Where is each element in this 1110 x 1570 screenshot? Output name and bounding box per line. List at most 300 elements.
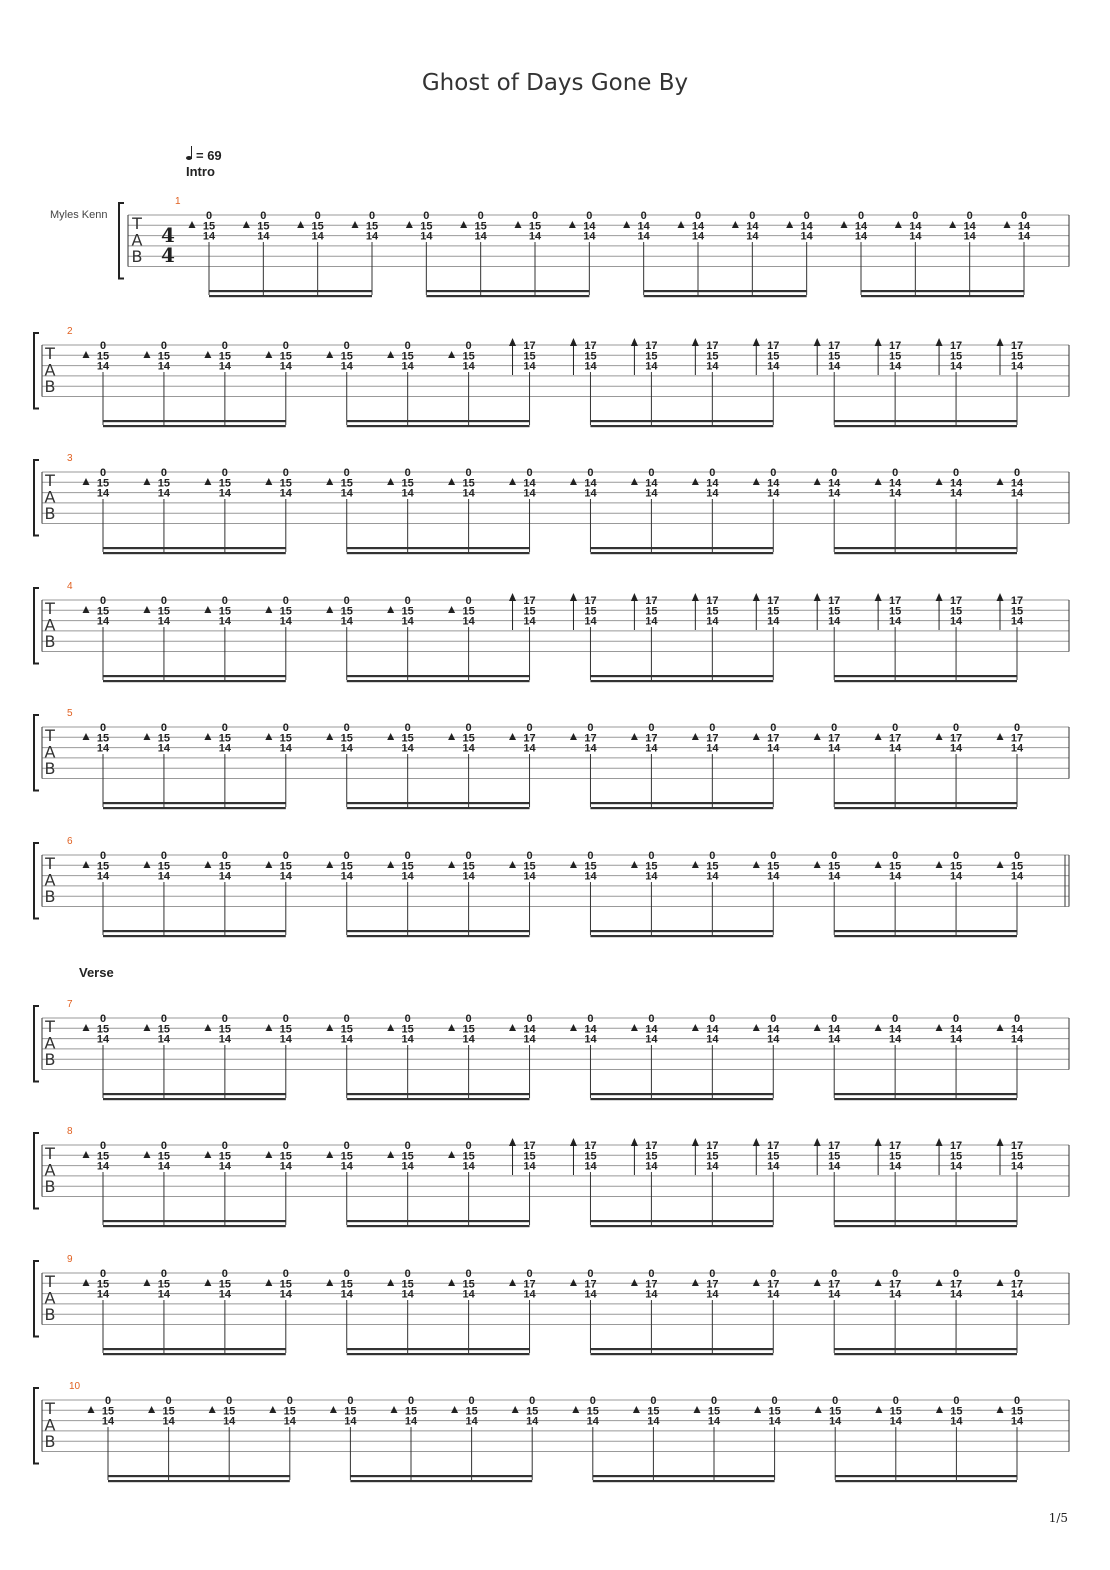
bend-arrowhead-icon — [936, 338, 943, 346]
beam — [209, 290, 372, 292]
accent-marker-icon — [265, 1151, 272, 1158]
beam — [103, 802, 286, 804]
fret-number: 17 — [828, 732, 841, 745]
accent-marker-icon — [326, 351, 333, 358]
fret-number: 14 — [340, 870, 353, 883]
accent-marker-icon — [814, 1279, 821, 1286]
fret-number: 14 — [767, 1288, 780, 1301]
measure-number: 2 — [67, 326, 73, 337]
accent-marker-icon — [1004, 221, 1011, 228]
accent-marker-icon — [83, 351, 90, 358]
fret-number: 15 — [340, 605, 353, 618]
fret-number: 15 — [218, 1150, 231, 1163]
accent-marker-icon — [997, 478, 1004, 485]
fret-number: 14 — [889, 477, 902, 490]
fret-number: 15 — [523, 350, 536, 363]
beam — [347, 680, 530, 682]
fret-number: 17 — [706, 1140, 719, 1152]
bend-arrowhead-icon — [875, 593, 882, 601]
fret-number: 14 — [401, 487, 414, 500]
beam — [347, 802, 530, 804]
fret-number: 15 — [949, 1150, 963, 1163]
fret-number: 17 — [523, 1140, 536, 1152]
fret-number: 14 — [401, 1033, 414, 1046]
fret-number: 14 — [420, 230, 433, 243]
fret-number: 15 — [96, 477, 110, 490]
fret-number: 15 — [157, 1150, 171, 1163]
beam — [347, 1220, 530, 1222]
fret-number: 14 — [645, 1288, 658, 1301]
fret-number: 15 — [1010, 1405, 1024, 1418]
accent-marker-icon — [204, 1279, 211, 1286]
fret-number: 15 — [401, 477, 414, 490]
fret-number: 15 — [950, 1405, 963, 1418]
fret-number: 15 — [96, 732, 110, 745]
fret-number: 17 — [1010, 595, 1024, 607]
tab-clef-letter: B — [131, 247, 143, 266]
fret-number: 14 — [523, 477, 536, 490]
accent-marker-icon — [570, 1024, 577, 1031]
accent-marker-icon — [694, 1406, 701, 1413]
fret-number: 0 — [650, 1395, 657, 1407]
fret-number: 14 — [340, 1160, 353, 1173]
accent-marker-icon — [448, 1024, 455, 1031]
fret-number: 0 — [526, 850, 533, 862]
fret-number: 0 — [648, 1268, 655, 1280]
fret-number: 0 — [160, 467, 167, 479]
fret-number: 14 — [279, 870, 292, 883]
fret-number: 14 — [889, 1033, 902, 1046]
fret-number: 0 — [221, 850, 228, 862]
beam — [834, 1225, 1017, 1227]
fret-number: 0 — [953, 722, 960, 734]
fret-number: 14 — [909, 220, 922, 233]
fret-number: 14 — [854, 230, 868, 243]
fret-number: 15 — [523, 860, 536, 873]
fret-number: 14 — [949, 360, 963, 373]
accent-marker-icon — [732, 221, 739, 228]
fret-number: 15 — [283, 1405, 296, 1418]
fret-number: 14 — [706, 477, 719, 490]
accent-marker-icon — [387, 1024, 394, 1031]
fret-number: 14 — [706, 742, 719, 755]
fret-number: 0 — [165, 1395, 172, 1407]
fret-number: 14 — [645, 615, 658, 628]
fret-number: 14 — [584, 360, 597, 373]
beam — [834, 547, 1017, 549]
accent-marker-icon — [997, 733, 1004, 740]
fret-number: 14 — [218, 742, 231, 755]
accent-marker-icon — [204, 733, 211, 740]
system-bracket — [34, 1133, 39, 1209]
fret-number: 0 — [282, 1013, 289, 1025]
fret-number: 0 — [221, 1140, 228, 1152]
fret-number: 14 — [828, 477, 841, 490]
fret-number: 14 — [340, 1288, 353, 1301]
fret-number: 15 — [279, 477, 292, 490]
fret-number: 0 — [343, 1013, 350, 1025]
fret-number: 17 — [889, 1278, 902, 1291]
fret-number: 17 — [828, 1140, 841, 1152]
fret-number: 15 — [279, 732, 292, 745]
fret-number: 15 — [218, 1023, 231, 1036]
fret-number: 14 — [949, 1160, 963, 1173]
accent-marker-icon — [204, 478, 211, 485]
fret-number: 15 — [162, 1405, 175, 1418]
fret-number: 15 — [828, 605, 841, 618]
fret-number: 0 — [892, 1013, 899, 1025]
fret-number: 0 — [343, 1268, 350, 1280]
fret-number: 14 — [523, 615, 536, 628]
accent-marker-icon — [448, 1151, 455, 1158]
fret-number: 14 — [767, 615, 780, 628]
fret-number: 14 — [950, 1415, 963, 1428]
fret-number: 14 — [401, 742, 414, 755]
fret-number: 14 — [523, 870, 536, 883]
fret-number: 17 — [584, 732, 597, 745]
tab-clef-letter: T — [45, 599, 55, 618]
fret-number: 17 — [767, 595, 780, 607]
beam — [590, 1225, 773, 1227]
fret-number: 14 — [767, 1023, 780, 1036]
time-signature-top: 4 — [161, 223, 175, 247]
fret-number: 14 — [949, 615, 963, 628]
tab-clef-letter: B — [44, 632, 56, 651]
accent-marker-icon — [448, 861, 455, 868]
fret-number: 14 — [645, 1023, 658, 1036]
measure-number: 9 — [67, 1254, 73, 1265]
accent-marker-icon — [451, 1406, 458, 1413]
fret-number: 17 — [1010, 732, 1024, 745]
fret-number: 15 — [474, 220, 487, 233]
fret-number: 15 — [706, 605, 719, 618]
fret-number: 17 — [706, 732, 719, 745]
fret-number: 14 — [889, 1160, 902, 1173]
accent-marker-icon — [692, 1024, 699, 1031]
accent-marker-icon — [460, 221, 467, 228]
fret-number: 15 — [218, 732, 231, 745]
fret-number: 14 — [828, 1023, 841, 1036]
fret-number: 14 — [949, 477, 963, 490]
accent-marker-icon — [692, 861, 699, 868]
fret-number: 14 — [279, 360, 292, 373]
accent-marker-icon — [841, 221, 848, 228]
fret-number: 14 — [340, 487, 353, 500]
tab-clef-letter: A — [44, 1288, 56, 1308]
fret-number: 14 — [706, 487, 719, 500]
accent-marker-icon — [83, 606, 90, 613]
beam — [103, 1348, 286, 1350]
beam — [834, 680, 1017, 682]
fret-number: 17 — [645, 340, 658, 352]
fret-number: 15 — [828, 860, 841, 873]
fret-number: 15 — [949, 350, 963, 363]
fret-number: 17 — [645, 1140, 658, 1152]
tab-clef-letter: B — [44, 887, 56, 906]
tab-clef-letter: T — [45, 1272, 55, 1291]
fret-number: 15 — [889, 350, 902, 363]
accent-marker-icon — [753, 478, 760, 485]
fret-number: 14 — [1010, 1415, 1024, 1428]
tab-clef-letter: T — [132, 214, 142, 233]
fret-number: 14 — [828, 1288, 841, 1301]
accent-marker-icon — [753, 1279, 760, 1286]
fret-number: 17 — [645, 732, 658, 745]
fret-number: 15 — [340, 1278, 353, 1291]
fret-number: 15 — [767, 1150, 780, 1163]
fret-number: 15 — [279, 1023, 292, 1036]
accent-marker-icon — [509, 861, 516, 868]
fret-number: 15 — [279, 350, 292, 363]
fret-number: 17 — [949, 340, 963, 352]
fret-number: 15 — [340, 860, 353, 873]
beam — [103, 930, 286, 932]
fret-number: 15 — [404, 1405, 418, 1418]
fret-number: 0 — [831, 722, 838, 734]
fret-number: 0 — [831, 1013, 838, 1025]
fret-number: 0 — [160, 850, 167, 862]
fret-number: 17 — [949, 1140, 963, 1152]
tab-clef-letter: T — [45, 1144, 55, 1163]
fret-number: 15 — [157, 350, 171, 363]
fret-number: 17 — [828, 595, 841, 607]
fret-number: 0 — [892, 467, 899, 479]
fret-number: 0 — [343, 722, 350, 734]
accent-marker-icon — [148, 1406, 155, 1413]
accent-marker-icon — [814, 861, 821, 868]
fret-number: 14 — [311, 230, 324, 243]
fret-number: 0 — [531, 210, 539, 222]
fret-number: 0 — [282, 722, 289, 734]
bend-arrowhead-icon — [509, 338, 516, 346]
accent-marker-icon — [143, 1151, 150, 1158]
fret-number: 15 — [401, 350, 414, 363]
fret-number: 14 — [157, 487, 171, 500]
fret-number: 17 — [889, 340, 902, 352]
accent-marker-icon — [352, 221, 359, 228]
accent-marker-icon — [570, 1279, 577, 1286]
measure-number: 7 — [67, 999, 73, 1010]
accent-marker-icon — [406, 221, 413, 228]
accent-marker-icon — [875, 478, 882, 485]
beam — [350, 1475, 532, 1477]
tab-clef-letter: A — [44, 1160, 56, 1180]
fret-number: 17 — [949, 595, 963, 607]
fret-number: 14 — [706, 1023, 719, 1036]
bend-arrowhead-icon — [570, 1138, 577, 1146]
bend-arrowhead-icon — [631, 1138, 638, 1146]
accent-marker-icon — [949, 221, 956, 228]
fret-number: 14 — [96, 870, 110, 883]
fret-number: 14 — [706, 360, 719, 373]
accent-marker-icon — [936, 733, 943, 740]
accent-marker-icon — [936, 1406, 943, 1413]
fret-number: 17 — [584, 340, 597, 352]
fret-number: 15 — [889, 860, 902, 873]
beam — [103, 1225, 286, 1227]
beam — [834, 1220, 1017, 1222]
accent-marker-icon — [509, 1024, 516, 1031]
beam — [103, 807, 286, 809]
fret-number: 17 — [523, 1278, 536, 1291]
beam — [834, 935, 1017, 937]
fret-number: 17 — [949, 732, 963, 745]
fret-number: 15 — [101, 1405, 115, 1418]
accent-marker-icon — [387, 733, 394, 740]
fret-number: 14 — [157, 1033, 171, 1046]
fret-number: 14 — [340, 360, 353, 373]
fret-number: 0 — [282, 1268, 289, 1280]
fret-number: 14 — [340, 1033, 353, 1046]
section-label-verse: Verse — [79, 965, 114, 980]
fret-number: 17 — [1010, 1140, 1024, 1152]
fret-number: 0 — [857, 210, 865, 222]
accent-marker-icon — [143, 1279, 150, 1286]
fret-number: 0 — [221, 722, 228, 734]
fret-number: 0 — [526, 722, 533, 734]
accent-marker-icon — [143, 351, 150, 358]
tempo-value: = 69 — [196, 148, 222, 163]
fret-number: 15 — [218, 477, 231, 490]
fret-number: 0 — [587, 1013, 594, 1025]
fret-number: 17 — [706, 1278, 719, 1291]
fret-number: 0 — [99, 1268, 107, 1280]
fret-number: 17 — [523, 732, 536, 745]
system-bracket — [119, 203, 124, 279]
accent-marker-icon — [997, 1024, 1004, 1031]
fret-number: 0 — [205, 210, 213, 222]
accent-marker-icon — [997, 1279, 1004, 1286]
fret-number: 14 — [828, 1160, 841, 1173]
system-bracket — [34, 1261, 39, 1337]
fret-number: 14 — [162, 1415, 175, 1428]
fret-number: 15 — [157, 477, 171, 490]
fret-number: 14 — [746, 220, 759, 233]
fret-number: 17 — [1010, 1278, 1024, 1291]
bend-arrowhead-icon — [509, 593, 516, 601]
accent-marker-icon — [509, 1279, 516, 1286]
accent-marker-icon — [83, 1151, 90, 1158]
accent-marker-icon — [631, 478, 638, 485]
fret-number: 0 — [226, 1395, 233, 1407]
fret-number: 0 — [99, 850, 107, 862]
fret-number: 15 — [523, 605, 536, 618]
fret-number: 14 — [706, 1288, 719, 1301]
system-bracket — [34, 843, 39, 919]
fret-number: 14 — [279, 615, 292, 628]
beam — [590, 425, 773, 427]
bend-arrowhead-icon — [692, 1138, 699, 1146]
fret-number: 15 — [528, 220, 542, 233]
fret-number: 17 — [584, 1140, 597, 1152]
beam — [347, 675, 530, 677]
fret-number: 0 — [221, 1013, 228, 1025]
fret-number: 0 — [526, 467, 533, 479]
beam — [644, 295, 807, 297]
fret-number: 14 — [1010, 1160, 1024, 1173]
fret-number: 0 — [953, 1013, 960, 1025]
fret-number: 14 — [218, 1288, 231, 1301]
fret-number: 14 — [340, 742, 353, 755]
fret-number: 15 — [768, 1405, 781, 1418]
beam — [209, 295, 372, 297]
accent-marker-icon — [936, 1279, 943, 1286]
bend-arrowhead-icon — [997, 593, 1004, 601]
fret-number: 14 — [645, 360, 658, 373]
beam — [347, 1093, 530, 1095]
fret-number: 15 — [96, 1150, 110, 1163]
accent-marker-icon — [265, 478, 272, 485]
fret-number: 14 — [157, 360, 171, 373]
fret-number: 0 — [587, 1268, 594, 1280]
system-bracket — [34, 588, 39, 664]
accent-marker-icon — [83, 861, 90, 868]
accent-marker-icon — [895, 221, 902, 228]
fret-number: 14 — [96, 1033, 110, 1046]
beam — [590, 675, 773, 677]
fret-number: 15 — [462, 605, 475, 618]
fret-number: 14 — [949, 742, 963, 755]
bend-arrowhead-icon — [814, 593, 821, 601]
fret-number: 14 — [963, 220, 976, 233]
beam — [347, 807, 530, 809]
beam — [834, 802, 1017, 804]
fret-number: 15 — [523, 1150, 536, 1163]
fret-number: 14 — [637, 230, 650, 243]
beam — [834, 1348, 1017, 1350]
fret-number: 14 — [523, 487, 536, 500]
bend-arrowhead-icon — [814, 1138, 821, 1146]
beam — [861, 290, 1024, 292]
fret-number: 14 — [523, 742, 536, 755]
fret-number: 17 — [889, 1140, 902, 1152]
fret-number: 0 — [465, 467, 472, 479]
fret-number: 14 — [584, 477, 597, 490]
page-number: 1/5 — [1048, 1511, 1068, 1525]
beam — [103, 547, 286, 549]
accent-marker-icon — [678, 221, 685, 228]
tab-clef-letter: A — [131, 230, 143, 250]
fret-number: 14 — [279, 1288, 292, 1301]
fret-number: 0 — [260, 210, 267, 222]
accent-marker-icon — [83, 1024, 90, 1031]
fret-number: 15 — [462, 1278, 475, 1291]
fret-number: 14 — [96, 615, 110, 628]
fret-number: 0 — [423, 210, 430, 222]
fret-number: 15 — [96, 350, 110, 363]
tab-clef-letter: B — [44, 1305, 56, 1324]
fret-number: 15 — [340, 1150, 353, 1163]
fret-number: 15 — [344, 1405, 357, 1418]
tab-clef-letter: T — [45, 1399, 55, 1418]
fret-number: 14 — [706, 1033, 719, 1046]
tab-clef-letter: T — [45, 471, 55, 490]
tab-clef-letter: B — [44, 1050, 56, 1069]
beam — [103, 935, 286, 937]
fret-number: 0 — [343, 467, 350, 479]
fret-number: 0 — [749, 210, 756, 222]
accent-marker-icon — [387, 606, 394, 613]
fret-number: 14 — [583, 220, 596, 233]
fret-number: 0 — [912, 210, 919, 222]
accent-marker-icon — [143, 733, 150, 740]
fret-number: 0 — [1013, 850, 1021, 862]
beam — [861, 295, 1024, 297]
fret-number: 14 — [767, 487, 780, 500]
fret-number: 15 — [889, 1150, 902, 1163]
bend-arrowhead-icon — [509, 1138, 516, 1146]
fret-number: 14 — [202, 230, 216, 243]
